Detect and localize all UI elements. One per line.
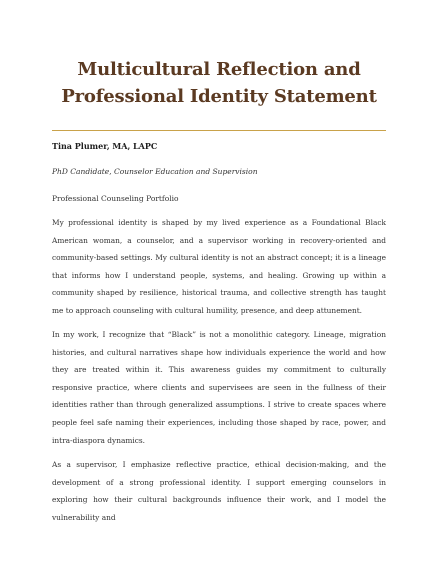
body-paragraph: In my work, I recognize that “Black” is not a monolithic category. Lineage, migration histories, and cultural narratives shape how individuals experience the world and how they are treated within it. This awareness guides my commitment to culturally responsive practice, where clients and supervisees are seen in the fullness of their identities rather than through generalized assumptions. I strive to create spaces where people feel safe naming their experiences, including those shaped by race, power, and intra-diaspora dynamics. — [52, 330, 386, 445]
body-paragraph: My professional identity is shaped by my lived experience as a Foundational Black American woman, a counselor, and a supervisor working in recovery-oriented and community-based settings. My cultural identity is not an abstract concept; it is a lineage that informs how I understand people, systems, and healing. Growing up within a community shaped by resilience, historical trauma, and collective strength has taught me to approach counseling with cultural humility, presence, and deep attunement. — [52, 218, 386, 315]
author-role: PhD Candidate, Counselor Education and Supervision — [52, 167, 258, 176]
title-line-1: Multicultural Reflection and — [77, 59, 361, 80]
document-title — [40, 56, 398, 110]
author-name: Tina Plumer, MA, LAPC — [52, 141, 158, 151]
portfolio-label: Professional Counseling Portfolio — [52, 194, 179, 203]
title-divider — [52, 130, 386, 131]
body-paragraph: As a supervisor, I emphasize reflective practice, ethical decision-making, and the development of a strong professional identity. I support emerging counselors in exploring how their cultural backgrounds influence their work, and I model the vulnerability and — [52, 460, 386, 522]
title-line-2: Professional Identity Statement — [61, 86, 377, 107]
